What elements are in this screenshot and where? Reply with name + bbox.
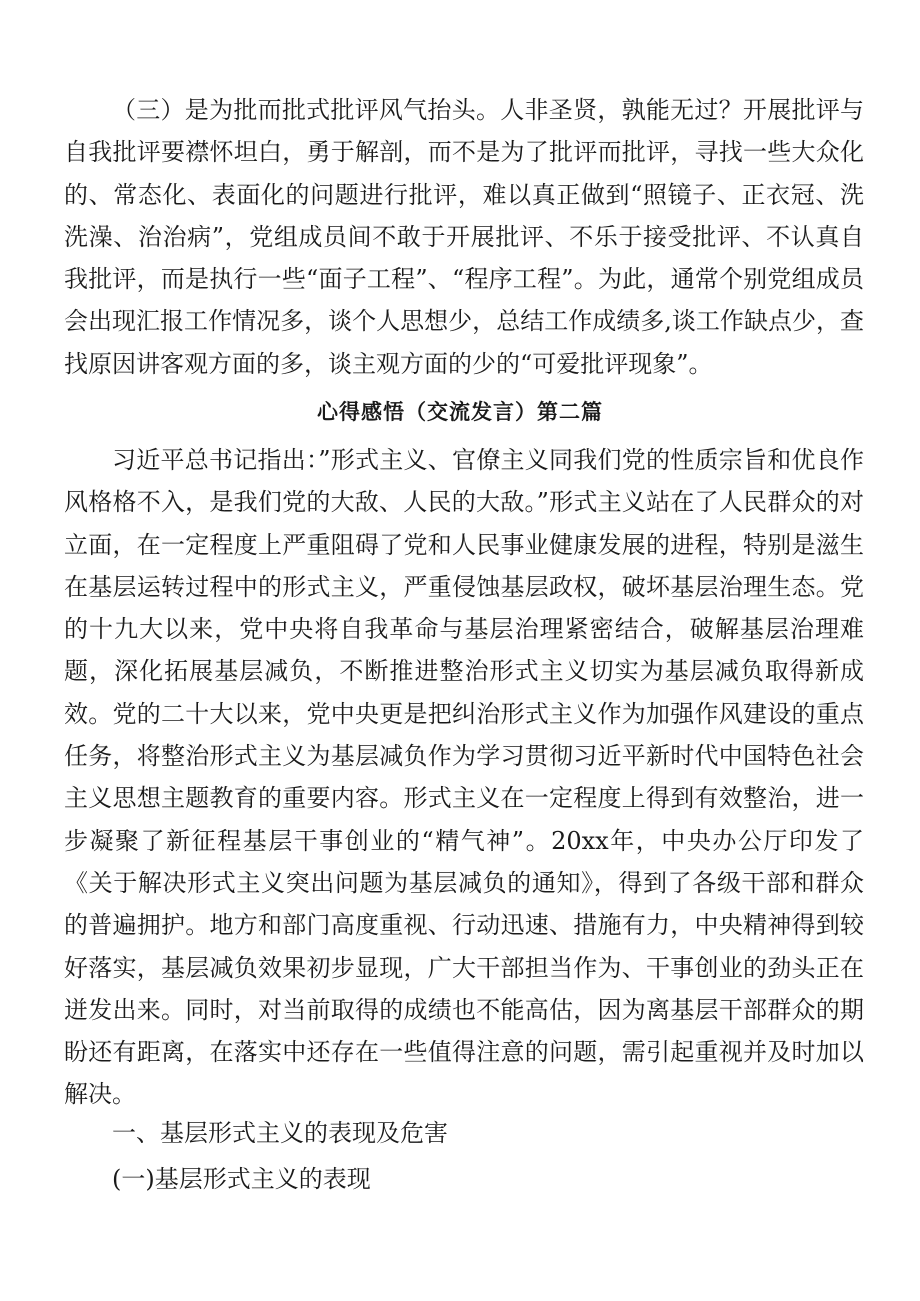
subheading-manifestations-and-harms: 一、基层形式主义的表现及危害 [112, 1119, 448, 1147]
subheading-manifestations: (一)基层形式主义的表现 [112, 1165, 371, 1193]
paragraph-formalism-intro: 习近平总书记指出：”形式主义、官僚主义同我们党的性质宗旨和优良作风格格不入，是我们党的大敌、人民的大敌。”形式主义站在了人民群众的对立面，在一定程度上严重阻碍了党和人民事业健康发展的进程，特别是滋生在基层运转过程中的形式主义，严重侵蚀基层政权，破坏基层治理生态。党的十九大以来，党中央将自我革命与基层治理紧密结合，破解基层治理难题，深化拓展基层减负，不断推进整治形式主义切实为基层减负取得新成效。党的二十大以来，党中央更是把纠治形式主义作为加强作风建设的重点任务，将整治形式主义为基层减负作为学习贯彻习近平新时代中国特色社会主义思想主题教育的重要内容。形式主义在一定程度上得到有效整治，进一步凝聚了新征程基层干事创业的“精气神”。20xx年，中央办公厅印发了《关于解决形式主义突出问题为基层减负的通知》，得到了各级干部和群众的普遍拥护。地方和部门高度重视、行动迅速、措施有力，中央精神得到较好落实，基层减负效果初步显现，广大干部担当作为、干事创业的劲头正在迸发出来。同时，对当前取得的成绩也不能高估，因为离基层干部群众的期盼还有距离，在落实中还存在一些值得注意的问题，需引起重视并及时加以解决。 [64, 446, 864, 1109]
section-heading: 心得感悟（交流发言）第二篇 [317, 399, 603, 424]
paragraph-criticism-issue: （三）是为批而批式批评风气抬头。人非圣贤，孰能无过？开展批评与自我批评要襟怀坦白，勇于解剖，而不是为了批评而批评，寻找一些大众化的、常态化、表面化的问题进行批评，难以真正做到“照镜子、正衣冠、洗洗澡、治治病”，党组成员间不敢于开展批评、不乐于接受批评、不认真自我批评，而是执行一些“面子工程”、“程序工程”。为此，通常个别党组成员会出现汇报工作情况多，谈个人思想少，总结工作成绩多,谈工作缺点少，查找原因讲客观方面的多，谈主观方面的少的“可爱批评现象”。 [64, 96, 864, 378]
